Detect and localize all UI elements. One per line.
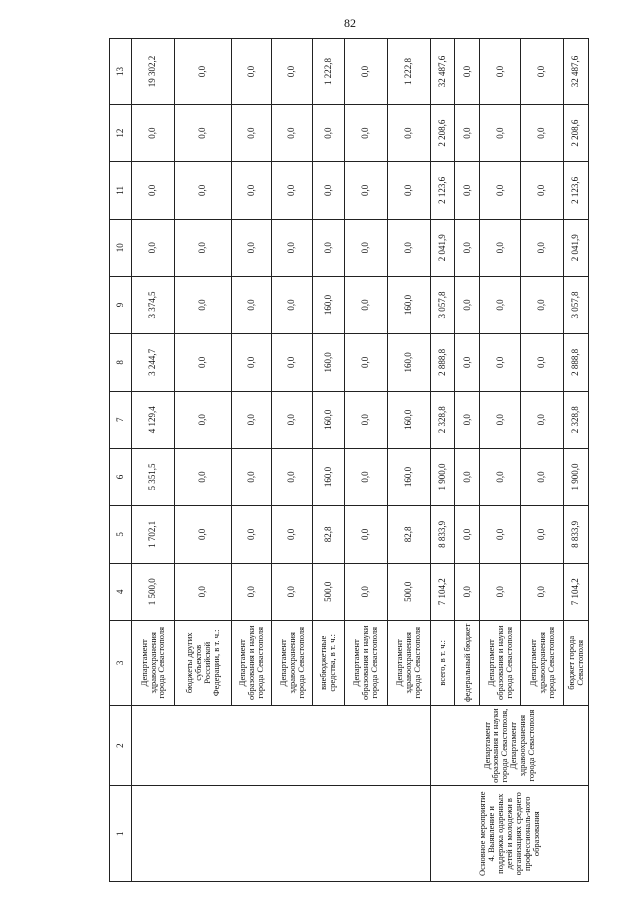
value-cell: 32 487,6 bbox=[564, 39, 589, 105]
value-cell: 0,0 bbox=[344, 563, 387, 620]
column-number-1: 1 bbox=[110, 786, 132, 882]
value-cell: 0,0 bbox=[174, 39, 231, 105]
value-cell: 82,8 bbox=[387, 506, 430, 563]
value-cell: 160,0 bbox=[387, 276, 430, 333]
value-cell: 0,0 bbox=[521, 506, 564, 563]
value-cell: 0,0 bbox=[132, 104, 175, 161]
value-cell: 3 057,8 bbox=[564, 276, 589, 333]
funding-source-cell: Департамент здравоохранения города Севастополя bbox=[272, 620, 313, 705]
value-cell: 0,0 bbox=[455, 563, 480, 620]
value-cell: 0,0 bbox=[521, 276, 564, 333]
funding-source-cell: Департамент образования и науки города Севастополя bbox=[480, 620, 521, 705]
value-cell: 0,0 bbox=[387, 219, 430, 276]
funding-source-cell: Департамент образования и науки города Севастополя bbox=[231, 620, 272, 705]
value-cell: 0,0 bbox=[521, 563, 564, 620]
value-cell: 0,0 bbox=[231, 448, 272, 505]
value-cell: 1 900,0 bbox=[430, 448, 455, 505]
value-cell: 0,0 bbox=[344, 334, 387, 391]
value-cell: 7 104,2 bbox=[564, 563, 589, 620]
column-number-8: 8 bbox=[110, 334, 132, 391]
funding-source-cell: Департамент здравоохранения города Севастополя bbox=[521, 620, 564, 705]
funding-source-cell: всего, в т. ч.: bbox=[430, 620, 455, 705]
value-cell: 0,0 bbox=[521, 391, 564, 448]
value-cell: 160,0 bbox=[387, 448, 430, 505]
value-cell: 2 123,6 bbox=[430, 162, 455, 219]
value-cell: 160,0 bbox=[312, 334, 344, 391]
value-cell: 0,0 bbox=[272, 563, 313, 620]
value-cell: 0,0 bbox=[272, 334, 313, 391]
value-cell: 0,0 bbox=[132, 219, 175, 276]
value-cell: 0,0 bbox=[272, 391, 313, 448]
value-cell: 160,0 bbox=[387, 391, 430, 448]
value-cell: 0,0 bbox=[231, 162, 272, 219]
value-cell: 0,0 bbox=[480, 334, 521, 391]
value-cell: 0,0 bbox=[231, 563, 272, 620]
value-cell: 160,0 bbox=[312, 448, 344, 505]
column-number-9: 9 bbox=[110, 276, 132, 333]
value-cell: 0,0 bbox=[480, 563, 521, 620]
funding-source-cell: Департамент здравоохранения города Севастополя bbox=[387, 620, 430, 705]
value-cell: 0,0 bbox=[231, 391, 272, 448]
value-cell: 5 351,5 bbox=[132, 448, 175, 505]
value-cell: 0,0 bbox=[231, 276, 272, 333]
value-cell: 0,0 bbox=[480, 162, 521, 219]
value-cell: 0,0 bbox=[174, 162, 231, 219]
value-cell: 0,0 bbox=[272, 162, 313, 219]
value-cell: 0,0 bbox=[174, 506, 231, 563]
table-row bbox=[132, 39, 175, 882]
value-cell: 0,0 bbox=[344, 448, 387, 505]
value-cell: 0,0 bbox=[455, 448, 480, 505]
value-cell: 2 328,8 bbox=[564, 391, 589, 448]
value-cell: 0,0 bbox=[480, 104, 521, 161]
value-cell: 4 129,4 bbox=[132, 391, 175, 448]
value-cell: 0,0 bbox=[272, 506, 313, 563]
rotated-table-frame bbox=[109, 38, 589, 882]
value-cell: 160,0 bbox=[387, 334, 430, 391]
value-cell: 0,0 bbox=[174, 276, 231, 333]
value-cell: 2 208,6 bbox=[430, 104, 455, 161]
page-number: 82 bbox=[344, 16, 356, 30]
value-cell: 0,0 bbox=[344, 391, 387, 448]
empty-executor-cell bbox=[132, 705, 431, 786]
value-cell: 0,0 bbox=[231, 506, 272, 563]
value-cell: 2 041,9 bbox=[564, 219, 589, 276]
value-cell: 0,0 bbox=[231, 104, 272, 161]
funding-source-cell: внебюджетные средства, в т. ч.: bbox=[312, 620, 344, 705]
value-cell: 0,0 bbox=[387, 104, 430, 161]
value-cell: 0,0 bbox=[521, 334, 564, 391]
value-cell: 82,8 bbox=[312, 506, 344, 563]
funding-source-cell: федеральный бюджет bbox=[455, 620, 480, 705]
value-cell: 0,0 bbox=[480, 391, 521, 448]
value-cell: 2 888,8 bbox=[564, 334, 589, 391]
value-cell: 0,0 bbox=[231, 39, 272, 105]
value-cell: 1 500,0 bbox=[132, 563, 175, 620]
column-number-7: 7 bbox=[110, 391, 132, 448]
value-cell: 0,0 bbox=[231, 334, 272, 391]
value-cell: 2 123,6 bbox=[564, 162, 589, 219]
value-cell: 0,0 bbox=[455, 391, 480, 448]
column-number-2: 2 bbox=[110, 705, 132, 786]
empty-activity-cell bbox=[132, 786, 431, 882]
value-cell: 0,0 bbox=[312, 219, 344, 276]
value-cell: 2 041,9 bbox=[430, 219, 455, 276]
value-cell: 0,0 bbox=[231, 219, 272, 276]
value-cell: 0,0 bbox=[480, 276, 521, 333]
value-cell: 0,0 bbox=[455, 219, 480, 276]
value-cell: 0,0 bbox=[312, 104, 344, 161]
value-cell: 7 104,2 bbox=[430, 563, 455, 620]
value-cell: 0,0 bbox=[174, 391, 231, 448]
column-number-10: 10 bbox=[110, 219, 132, 276]
value-cell: 160,0 bbox=[312, 276, 344, 333]
value-cell: 0,0 bbox=[174, 563, 231, 620]
value-cell: 0,0 bbox=[344, 162, 387, 219]
value-cell: 0,0 bbox=[455, 506, 480, 563]
value-cell: 0,0 bbox=[480, 506, 521, 563]
column-number-13: 13 bbox=[110, 39, 132, 105]
column-number-row bbox=[110, 39, 132, 882]
value-cell: 0,0 bbox=[344, 276, 387, 333]
value-cell: 0,0 bbox=[455, 276, 480, 333]
value-cell: 0,0 bbox=[174, 448, 231, 505]
value-cell: 0,0 bbox=[272, 219, 313, 276]
value-cell: 0,0 bbox=[344, 104, 387, 161]
funding-source-cell: бюджет города Севастополя bbox=[564, 620, 589, 705]
value-cell: 0,0 bbox=[272, 276, 313, 333]
activity-name-cell: Основное мероприятие 4. Выявление и поддержка одаренных детей и молодежи в организациях среднего профессиональ-ного образования bbox=[430, 786, 588, 882]
column-number-12: 12 bbox=[110, 104, 132, 161]
value-cell: 1 222,8 bbox=[312, 39, 344, 105]
value-cell: 0,0 bbox=[344, 506, 387, 563]
value-cell: 3 374,5 bbox=[132, 276, 175, 333]
value-cell: 0,0 bbox=[174, 334, 231, 391]
value-cell: 1 702,1 bbox=[132, 506, 175, 563]
funding-source-cell: Департамент здравоохранения города Севастополя bbox=[132, 620, 175, 705]
value-cell: 0,0 bbox=[521, 104, 564, 161]
value-cell: 0,0 bbox=[455, 104, 480, 161]
value-cell: 0,0 bbox=[344, 219, 387, 276]
value-cell: 0,0 bbox=[132, 162, 175, 219]
value-cell: 3 057,8 bbox=[430, 276, 455, 333]
executor-cell: Департамент образования и науки города Севастополя, Департамент здравоохранения города Севастополя bbox=[430, 705, 588, 786]
value-cell: 2 208,6 bbox=[564, 104, 589, 161]
value-cell: 0,0 bbox=[521, 39, 564, 105]
value-cell: 0,0 bbox=[521, 448, 564, 505]
value-cell: 3 244,7 bbox=[132, 334, 175, 391]
value-cell: 0,0 bbox=[480, 448, 521, 505]
funding-source-cell: Департамент образования и науки города Севастополя bbox=[344, 620, 387, 705]
value-cell: 0,0 bbox=[455, 162, 480, 219]
column-number-4: 4 bbox=[110, 563, 132, 620]
value-cell: 32 487,6 bbox=[430, 39, 455, 105]
value-cell: 0,0 bbox=[455, 39, 480, 105]
value-cell: 8 833,9 bbox=[430, 506, 455, 563]
table-row bbox=[430, 39, 455, 882]
value-cell: 0,0 bbox=[480, 39, 521, 105]
value-cell: 0,0 bbox=[272, 104, 313, 161]
value-cell: 0,0 bbox=[387, 162, 430, 219]
value-cell: 500,0 bbox=[387, 563, 430, 620]
value-cell: 2 888,8 bbox=[430, 334, 455, 391]
column-number-3: 3 bbox=[110, 620, 132, 705]
value-cell: 0,0 bbox=[344, 39, 387, 105]
funding-source-cell: бюджеты других субъектов Российской Федерации, в т. ч.: bbox=[174, 620, 231, 705]
value-cell: 8 833,9 bbox=[564, 506, 589, 563]
value-cell: 0,0 bbox=[174, 219, 231, 276]
value-cell: 19 302,2 bbox=[132, 39, 175, 105]
column-number-5: 5 bbox=[110, 506, 132, 563]
value-cell: 500,0 bbox=[312, 563, 344, 620]
value-cell: 0,0 bbox=[521, 162, 564, 219]
value-cell: 0,0 bbox=[272, 39, 313, 105]
value-cell: 160,0 bbox=[312, 391, 344, 448]
value-cell: 0,0 bbox=[455, 334, 480, 391]
column-number-11: 11 bbox=[110, 162, 132, 219]
column-number-6: 6 bbox=[110, 448, 132, 505]
value-cell: 0,0 bbox=[521, 219, 564, 276]
value-cell: 0,0 bbox=[174, 104, 231, 161]
value-cell: 0,0 bbox=[272, 448, 313, 505]
value-cell: 0,0 bbox=[480, 219, 521, 276]
value-cell: 0,0 bbox=[312, 162, 344, 219]
value-cell: 1 222,8 bbox=[387, 39, 430, 105]
budget-table bbox=[109, 38, 589, 882]
value-cell: 2 328,8 bbox=[430, 391, 455, 448]
value-cell: 1 900,0 bbox=[564, 448, 589, 505]
